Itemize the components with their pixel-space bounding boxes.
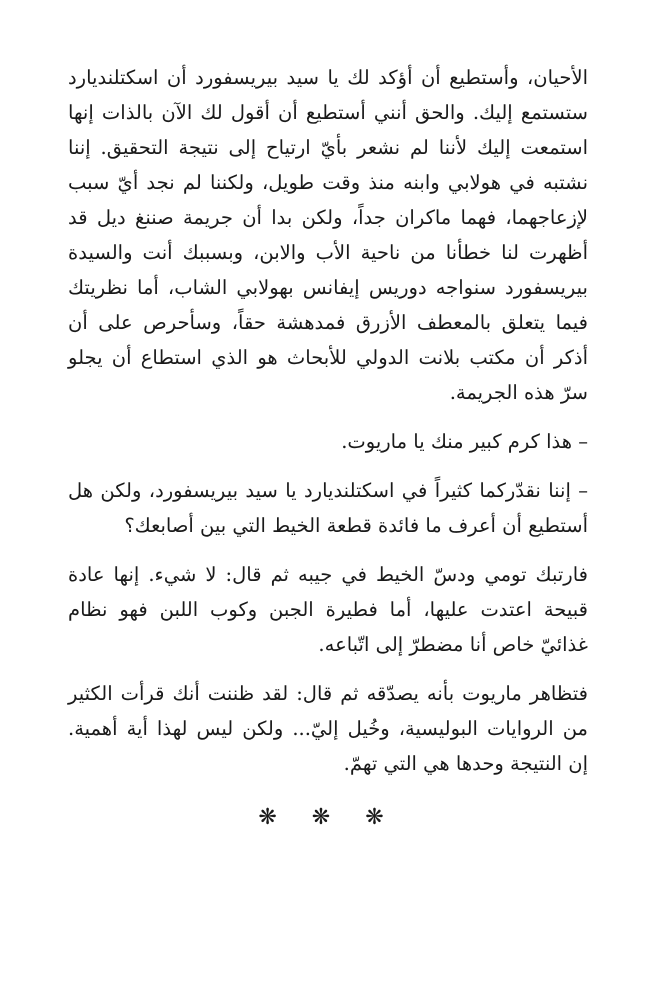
section-separator: ❋ ❋ ❋ xyxy=(258,805,398,830)
paragraph-1: الأحيان، وأستطيع أن أؤكد لك يا سيد بيريسفورد أن اسكتلنديارد ستستمع إليك. والحق أنني أستطيع أن أقول لك الآن بالذات إنها استمعت إليك لأننا لم نشعر بأيّ ارتياح إلى نتيجة التحقيق. إننا نشتبه في هولابي وابنه منذ وقت طويل، ولكننا لم نجد أيّ سبب لإزعاجهما، فهما ماكران جداً، ولكن بدا أن جريمة صننغ ديل قد أظهرت لنا خطأنا من ناحية الأب والابن، وبسببك أنت والسيدة بيريسفورد سنواجه دوريس إيفانس بهولابي الشاب، أما نظريتك فيما يتعلق بالمعطف الأزرق فمدهشة حقاً، وسأحرص على أن أذكر أن مكتب بلانت الدولي للأبحاث هو الذي استطاع أن يجلو سرّ هذه الجريمة. xyxy=(68,66,588,404)
paragraph-4: فارتبك تومي ودسّ الخيط في جيبه ثم قال: لا شيء. إنها عادة قبيحة اعتدت عليها، أما فطيرة الجبن وكوب اللبن فهو نظام غذائيّ خاص أنا مضطرّ إلى اتّباعه. xyxy=(68,563,588,656)
book-page xyxy=(68,60,588,830)
paragraph-2: – هذا كرم كبير منك يا ماريوت. xyxy=(341,430,588,453)
paragraph-3: – إننا نقدّركما كثيراً في اسكتلنديارد يا سيد بيريسفورد، ولكن هل أستطيع أن أعرف ما فائدة قطعة الخيط التي بين أصابعك؟ xyxy=(68,479,588,537)
paragraph-5: فتظاهر ماريوت بأنه يصدّقه ثم قال: لقد ظننت أنك قرأت الكثير من الروايات البوليسية، وخُيل إليّ... ولكن ليس لهذا أية أهمية. إن النتيجة وحدها هي التي تهمّ. xyxy=(68,682,588,775)
